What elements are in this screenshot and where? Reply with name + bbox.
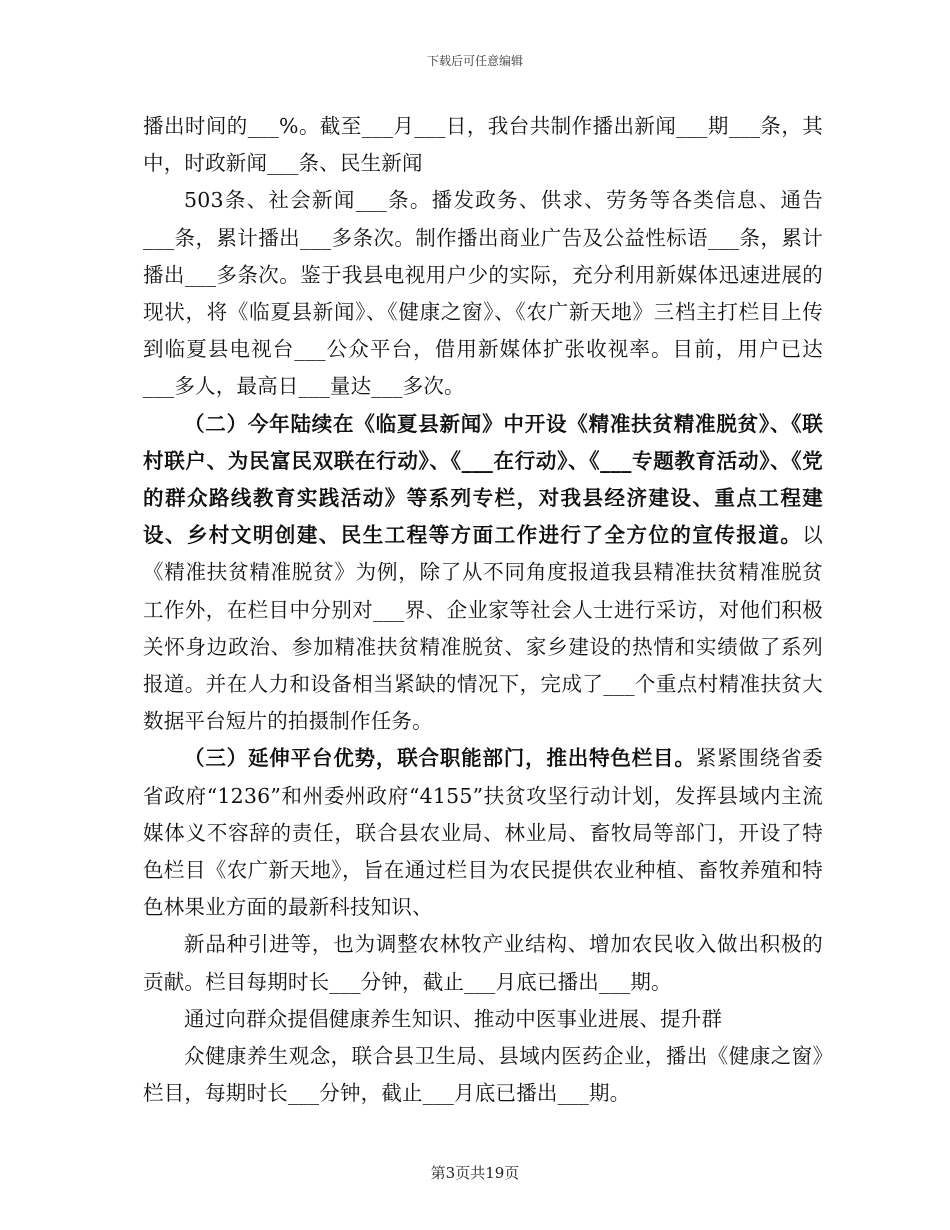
paragraph-bold-lead: （三）延伸平台优势，联合职能部门，推出特色栏目。 (184, 746, 696, 771)
paragraph-5 (143, 926, 823, 1000)
paragraph-2 (143, 182, 823, 405)
paragraph-text: 通过向群众提倡健康养生知识、推动中医事业进展、提升群 (184, 1006, 723, 1031)
paragraph-7 (143, 1038, 823, 1112)
paragraph-1 (143, 108, 823, 182)
paragraph-text: 众健康养生观念，联合县卫生局、县域内医药企业，播出《健康之窗》栏目，每期时长___分钟，截止___月底已播出___期。 (143, 1044, 823, 1106)
paragraph-3 (143, 406, 823, 741)
paragraph-text: 新品种引进等，也为调整农林牧产业结构、增加农民收入做出积极的贡献。栏目每期时长___分钟，截止___月底已播出___期。 (143, 932, 823, 994)
paragraph-text: 503条、社会新闻___条。播发政务、供求、劳务等各类信息、通告___条，累计播出___多条次。制作播出商业广告及公益性标语___条，累计播出___多条次。鉴于我县电视用户少的实际，充分利用新媒体迅速进展的现状，将《临夏县新闻》、《健康之窗》、《农广新天地》三档主打栏目上传到临夏县电视台___公众平台，借用新媒体扩张收视率。目前，用户已达___多人，最高日___量达___多次。 (143, 188, 823, 399)
paragraph-4 (143, 740, 823, 926)
paragraph-bold-lead: （二）今年陆续在《临夏县新闻》中开设《精准扶贫精准脱贫》、《联村联户、为民富民双联在行动》、《___在行动》、《___专题教育活动》、《党的群众路线教育实践活动》等系列专栏，对我县经济建设、重点工程建设、乡村文明创建、民生工程等方面工作进行了全方位的宣传报道。 (143, 411, 823, 548)
paragraph-text: 以《精准扶贫精准脱贫》为例，除了从不同角度报道我县精准扶贫精准脱贫工作外，在栏目中分别对___界、企业家等社会人士进行采访，对他们积极关怀身边政治、参加精准扶贫精准脱贫、家乡建设的热情和实绩做了系列报道。并在人力和设备相当紧缺的情况下，完成了___个重点村精准扶贫大数据平台短片的拍摄制作任务。 (143, 523, 823, 734)
page-header: 下载后可任意编辑 (426, 54, 523, 68)
paragraph-text: 紧紧围绕省委省政府“1236”和州委州政府“4155”扶贫攻坚行动计划，发挥县域内主流媒体义不容辞的责任，联合县农业局、林业局、畜牧局等部门，开设了特色栏目《农广新天地》，旨在通过栏目为农民提供农业种植、畜牧养殖和特色林果业方面的最新科技知识、 (143, 746, 823, 920)
paragraph-text: 播出时间的___%。截至___月___日，我台共制作播出新闻___期___条，其中，时政新闻___条、民生新闻 (143, 114, 823, 176)
page-footer: 第3页共19页 (430, 1164, 520, 1182)
paragraph-6 (143, 1001, 823, 1038)
document-body (143, 108, 823, 1112)
